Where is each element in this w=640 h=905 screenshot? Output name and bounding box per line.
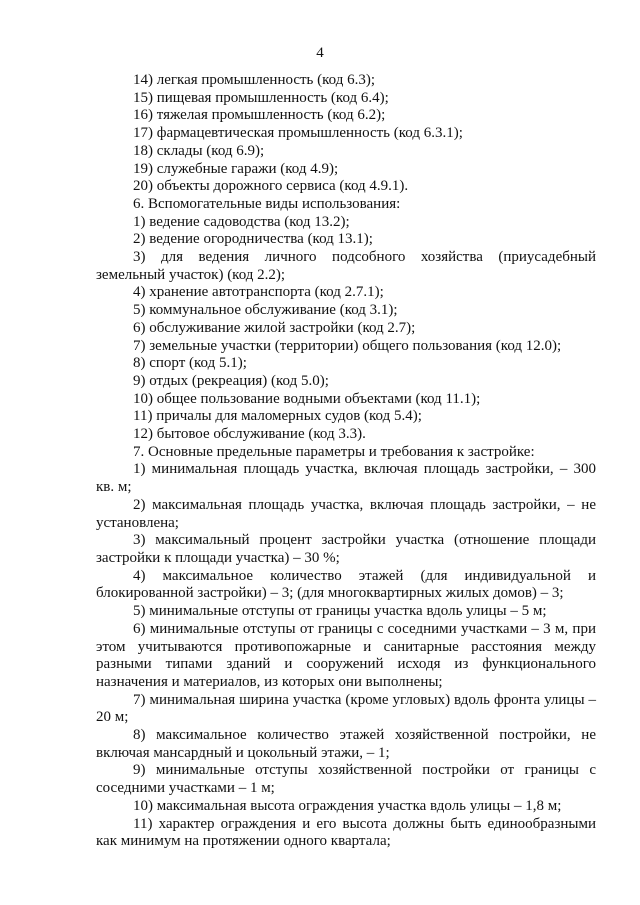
paragraph: 9) отдых (рекреация) (код 5.0);	[133, 372, 329, 389]
paragraph: 19) служебные гаражи (код 4.9);	[133, 160, 339, 177]
paragraph: 20) объекты дорожного сервиса (код 4.9.1).	[133, 178, 409, 195]
paragraph: 10) максимальная высота ограждения участка вдоль улицы – 1,8 м;	[133, 797, 562, 814]
paragraph: 4) хранение автотранспорта (код 2.7.1);	[133, 284, 384, 301]
paragraph: 6) минимальные отступы от границы с соседними участками – 3 м, при этом учитываются противопожарные и санитарные расстояния между разными типами зданий и сооружений исходя из функционального назначения и материалов, из которых они выполнены;	[96, 620, 596, 690]
paragraph: 6. Вспомогательные виды использования:	[133, 195, 401, 212]
paragraph: 5) коммунальное обслуживание (код 3.1);	[133, 302, 398, 319]
paragraph: 10) общее пользование водными объектами (код 11.1);	[133, 390, 481, 407]
paragraph: 2) максимальная площадь участка, включая площадь застройки, – не установлена;	[96, 496, 596, 531]
paragraph: 1) минимальная площадь участка, включая площадь застройки, – 300 кв. м;	[96, 461, 596, 496]
paragraph: 18) склады (код 6.9);	[133, 142, 265, 159]
paragraph: 1) ведение садоводства (код 13.2);	[133, 213, 350, 230]
paragraph: 7) земельные участки (территории) общего пользования (код 12.0);	[133, 337, 562, 354]
paragraph: 5) минимальные отступы от границы участка вдоль улицы – 5 м;	[133, 603, 547, 620]
document-body	[96, 72, 596, 851]
paragraph: 7. Основные предельные параметры и требования к застройке:	[133, 443, 535, 460]
paragraph: 17) фармацевтическая промышленность (код 6.3.1);	[133, 125, 463, 142]
paragraph: 2) ведение огородничества (код 13.1);	[133, 231, 373, 248]
paragraph: 15) пищевая промышленность (код 6.4);	[133, 89, 389, 106]
paragraph: 11) причалы для маломерных судов (код 5.4);	[133, 408, 422, 425]
paragraph: 4) максимальное количество этажей (для индивидуальной и блокированной застройки) – 3; (для многоквартирных жилых домов) – 3;	[96, 567, 596, 602]
paragraph: 6) обслуживание жилой застройки (код 2.7);	[133, 319, 416, 336]
paragraph: 7) минимальная ширина участка (кроме угловых) вдоль фронта улицы – 20 м;	[96, 691, 596, 726]
paragraph: 3) для ведения личного подсобного хозяйства (приусадебный земельный участок) (код 2.2);	[96, 249, 596, 283]
paragraph: 3) максимальный процент застройки участка (отношение площади застройки к площади участка) – 30 %;	[96, 532, 596, 566]
paragraph: 9) минимальные отступы хозяйственной постройки от границы с соседними участками – 1 м;	[96, 762, 596, 797]
page-number: 4	[316, 45, 324, 61]
paragraph: 12) бытовое обслуживание (код 3.3).	[133, 426, 366, 443]
paragraph: 8) максимальное количество этажей хозяйственной постройки, не включая мансардный и цокольный этажи, – 1;	[96, 727, 596, 761]
paragraph: 8) спорт (код 5.1);	[133, 355, 247, 372]
paragraph: 11) характер ограждения и его высота должны быть единообразными как минимум на протяжении одного квартала;	[96, 815, 596, 850]
paragraph: 16) тяжелая промышленность (код 6.2);	[133, 107, 386, 124]
paragraph: 14) легкая промышленность (код 6.3);	[133, 72, 376, 88]
